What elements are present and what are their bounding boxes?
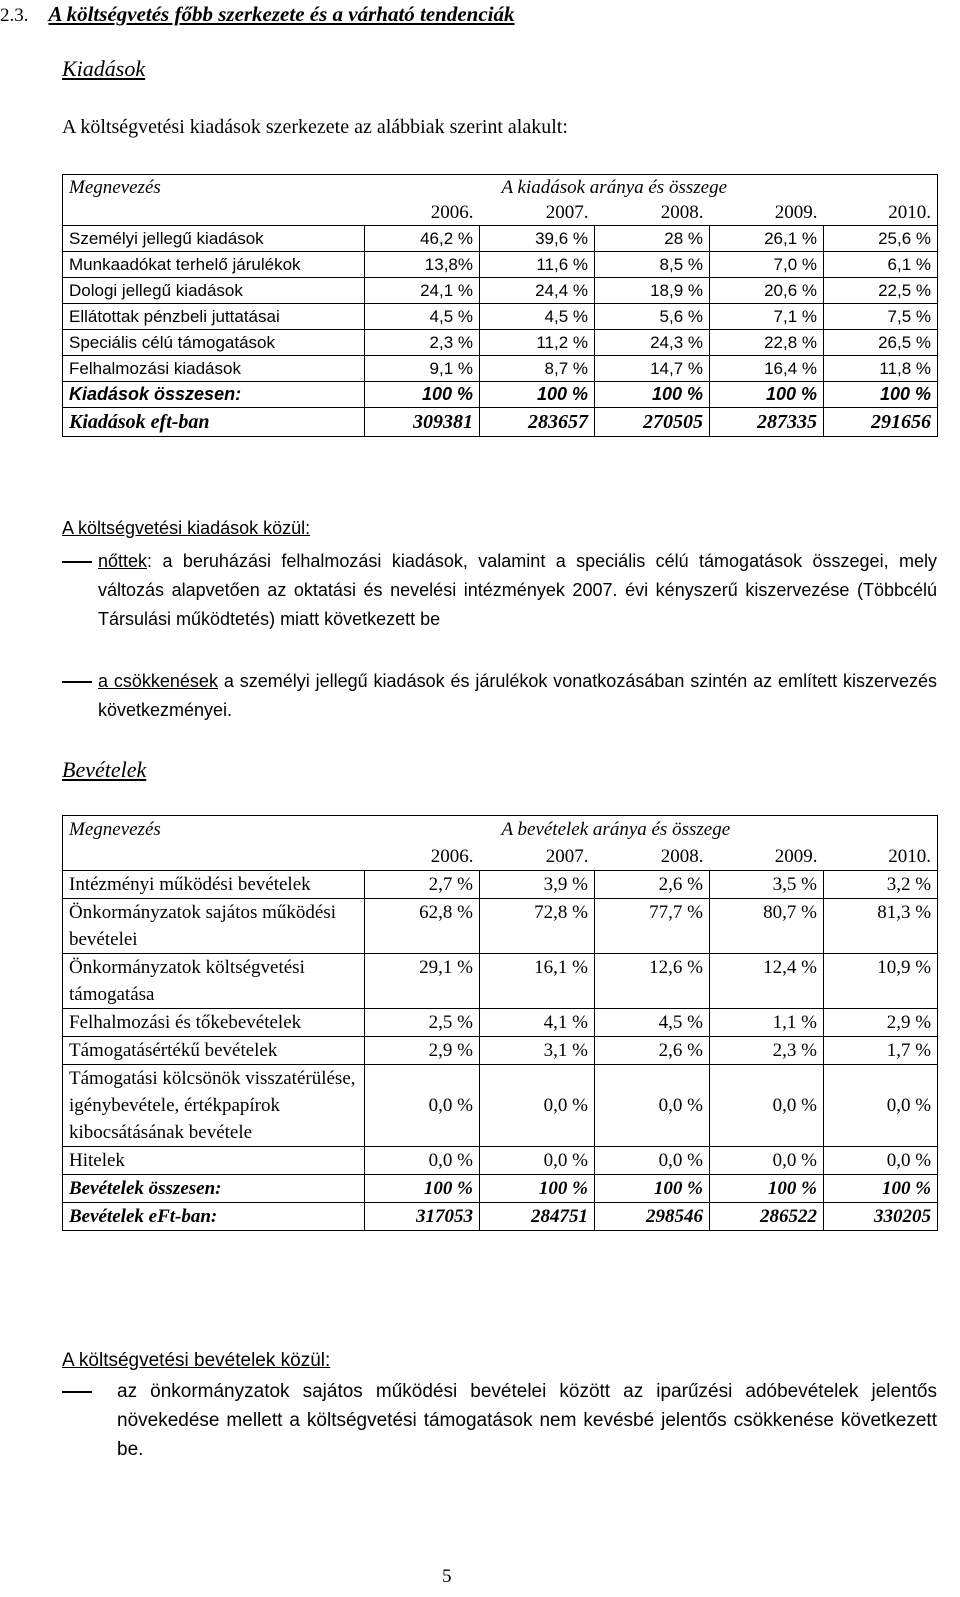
cell-value: 18,9 % xyxy=(595,278,710,304)
name-header: Megnevezés xyxy=(63,175,365,201)
revenues-table xyxy=(62,815,938,1231)
bullet-text: a személyi jellegű kiadások és járulékok vonatkozásában szintén az említett kiszervezés következményei. xyxy=(98,671,937,720)
year-2006: 2006. xyxy=(365,843,480,871)
cell-value: 4,1 % xyxy=(480,1009,595,1037)
dash-bullet-icon xyxy=(62,681,92,683)
section-number: 2.3. xyxy=(0,5,29,26)
total-value: 100 % xyxy=(595,382,710,408)
table-row xyxy=(63,252,938,278)
cell-value: 72,8 % xyxy=(480,899,595,954)
row-label: Felhalmozási és tőkebevételek xyxy=(63,1009,365,1037)
cell-value: 16,4 % xyxy=(710,356,824,382)
cell-value: 2,6 % xyxy=(595,871,710,899)
revenues-summary-title-text: A költségvetési bevételek közül: xyxy=(62,1350,331,1371)
expenses-bullet-1 xyxy=(62,547,937,634)
eft-value: 330205 xyxy=(824,1203,938,1231)
cell-value: 12,6 % xyxy=(595,954,710,1009)
cell-value: 26,1 % xyxy=(710,226,824,252)
revenues-bullet-1 xyxy=(62,1377,937,1464)
table-row xyxy=(63,356,938,382)
cell-value: 24,1 % xyxy=(365,278,480,304)
cell-value: 2,7 % xyxy=(365,871,480,899)
year-2006: 2006. xyxy=(365,200,480,226)
cell-value: 2,3 % xyxy=(710,1037,824,1065)
table-row xyxy=(63,1065,938,1147)
eft-value: 286522 xyxy=(710,1203,824,1231)
cell-value: 2,6 % xyxy=(595,1037,710,1065)
cell-value: 5,6 % xyxy=(595,304,710,330)
cell-value: 25,6 % xyxy=(824,226,938,252)
cell-value: 9,1 % xyxy=(365,356,480,382)
table-row xyxy=(63,278,938,304)
row-label: Hitelek xyxy=(63,1147,365,1175)
cell-value: 16,1 % xyxy=(480,954,595,1009)
cell-value: 28 % xyxy=(595,226,710,252)
eft-value: 291656 xyxy=(824,408,938,437)
revenues-summary-title xyxy=(62,1346,330,1375)
cell-value: 7,0 % xyxy=(710,252,824,278)
bullet-text: az önkormányzatok sajátos működési bevételei között az iparűzési adóbevételek jelentős növekedése mellett a költségvetési támogatások nem kevésbé jelentős csökkenése következett be. xyxy=(117,1381,937,1460)
row-label: Személyi jellegű kiadások xyxy=(63,226,365,252)
year-row-blank xyxy=(63,843,365,871)
dash-bullet-icon xyxy=(62,561,92,563)
table-row xyxy=(63,954,938,1009)
cell-value: 8,7 % xyxy=(480,356,595,382)
total-row xyxy=(63,1175,938,1203)
eft-row xyxy=(63,408,938,437)
table-header-row xyxy=(63,816,938,844)
cell-value: 1,1 % xyxy=(710,1009,824,1037)
row-label: Önkormányzatok költségvetési támogatása xyxy=(63,954,365,1009)
bullet-lead: nőttek xyxy=(98,551,148,571)
eft-value: 309381 xyxy=(365,408,480,437)
cell-value: 14,7 % xyxy=(595,356,710,382)
total-value: 100 % xyxy=(480,1175,595,1203)
cell-value: 39,6 % xyxy=(480,226,595,252)
cell-value: 29,1 % xyxy=(365,954,480,1009)
cell-value: 77,7 % xyxy=(595,899,710,954)
cell-value: 4,5 % xyxy=(480,304,595,330)
year-row xyxy=(63,843,938,871)
cell-value: 11,2 % xyxy=(480,330,595,356)
dash-bullet-icon xyxy=(62,1391,92,1393)
cell-value: 0,0 % xyxy=(710,1065,824,1147)
row-label: Dologi jellegű kiadások xyxy=(63,278,365,304)
row-label: Felhalmozási kiadások xyxy=(63,356,365,382)
cell-value: 2,3 % xyxy=(365,330,480,356)
total-value: 100 % xyxy=(824,382,938,408)
row-label: Támogatásértékű bevételek xyxy=(63,1037,365,1065)
cell-value: 7,1 % xyxy=(710,304,824,330)
cell-value: 1,7 % xyxy=(824,1037,938,1065)
year-row-blank xyxy=(63,200,365,226)
cell-value: 46,2 % xyxy=(365,226,480,252)
cell-value: 0,0 % xyxy=(595,1147,710,1175)
row-label: Munkaadókat terhelő járulékok xyxy=(63,252,365,278)
cell-value: 7,5 % xyxy=(824,304,938,330)
cell-value: 12,4 % xyxy=(710,954,824,1009)
cell-value: 26,5 % xyxy=(824,330,938,356)
page-number: 5 xyxy=(442,1566,452,1587)
table-row xyxy=(63,1009,938,1037)
cell-value: 22,5 % xyxy=(824,278,938,304)
cell-value: 24,4 % xyxy=(480,278,595,304)
year-2010: 2010. xyxy=(824,843,938,871)
cell-value: 3,1 % xyxy=(480,1037,595,1065)
eft-label: Kiadások eft-ban xyxy=(63,408,365,437)
cell-value: 3,2 % xyxy=(824,871,938,899)
total-value: 100 % xyxy=(710,1175,824,1203)
year-2010: 2010. xyxy=(824,200,938,226)
row-label: Intézményi működési bevételek xyxy=(63,871,365,899)
year-2007: 2007. xyxy=(480,843,595,871)
table-row xyxy=(63,226,938,252)
row-label: Támogatási kölcsönök visszatérülése, igénybevétele, értékpapírok kibocsátásának bevétele xyxy=(63,1065,365,1147)
eft-value: 317053 xyxy=(365,1203,480,1231)
cell-value: 22,8 % xyxy=(710,330,824,356)
expenses-summary-title-text: A költségvetési kiadások közül: xyxy=(62,518,311,538)
total-row xyxy=(63,382,938,408)
cell-value: 2,5 % xyxy=(365,1009,480,1037)
name-header: Megnevezés xyxy=(63,816,365,844)
table-row xyxy=(63,304,938,330)
row-label: Ellátottak pénzbeli juttatásai xyxy=(63,304,365,330)
eft-value: 298546 xyxy=(595,1203,710,1231)
cell-value: 2,9 % xyxy=(824,1009,938,1037)
cell-value: 11,8 % xyxy=(824,356,938,382)
total-value: 100 % xyxy=(480,382,595,408)
expenses-intro: A költségvetési kiadások szerkezete az alábbiak szerint alakult: xyxy=(62,116,568,138)
bullet-text: : a beruházási felhalmozási kiadások, valamint a speciális célú támogatások összegei, mely változás alapvetően az oktatási és nevelési intézmények 2007. évi kényszerű kiszervezése (Többcélú Társulási működtetés) miatt következett be xyxy=(98,551,937,629)
section-heading xyxy=(0,2,515,27)
table-row xyxy=(63,871,938,899)
table-row xyxy=(63,899,938,954)
year-2008: 2008. xyxy=(595,200,710,226)
cell-value: 3,5 % xyxy=(710,871,824,899)
table-row xyxy=(63,1037,938,1065)
revenues-title: Bevételek xyxy=(62,757,147,782)
eft-row xyxy=(63,1203,938,1231)
total-value: 100 % xyxy=(710,382,824,408)
expenses-summary-title xyxy=(62,514,310,543)
cell-value: 8,5 % xyxy=(595,252,710,278)
eft-value: 287335 xyxy=(710,408,824,437)
cell-value: 11,6 % xyxy=(480,252,595,278)
total-label: Bevételek összesen: xyxy=(63,1175,365,1203)
section-title: A költségvetés főbb szerkezete és a várható tendenciák xyxy=(48,2,515,26)
bullet-lead: a csökkenések xyxy=(98,671,218,691)
expenses-title: Kiadások xyxy=(62,56,146,81)
cell-value: 24,3 % xyxy=(595,330,710,356)
total-value: 100 % xyxy=(365,382,480,408)
cell-value: 0,0 % xyxy=(595,1065,710,1147)
cell-value: 62,8 % xyxy=(365,899,480,954)
cell-value: 0,0 % xyxy=(480,1065,595,1147)
expenses-table xyxy=(62,174,938,437)
cell-value: 0,0 % xyxy=(365,1065,480,1147)
cell-value: 0,0 % xyxy=(824,1147,938,1175)
cell-value: 81,3 % xyxy=(824,899,938,954)
total-value: 100 % xyxy=(365,1175,480,1203)
table-row xyxy=(63,1147,938,1175)
cell-value: 80,7 % xyxy=(710,899,824,954)
year-2008: 2008. xyxy=(595,843,710,871)
table-header-row xyxy=(63,175,938,201)
group-header: A kiadások aránya és összege xyxy=(365,175,938,201)
cell-value: 10,9 % xyxy=(824,954,938,1009)
eft-value: 270505 xyxy=(595,408,710,437)
cell-value: 0,0 % xyxy=(824,1065,938,1147)
year-2007: 2007. xyxy=(480,200,595,226)
table-row xyxy=(63,330,938,356)
cell-value: 2,9 % xyxy=(365,1037,480,1065)
row-label: Speciális célú támogatások xyxy=(63,330,365,356)
row-label: Önkormányzatok sajátos működési bevételei xyxy=(63,899,365,954)
total-label: Kiadások összesen: xyxy=(63,382,365,408)
total-value: 100 % xyxy=(824,1175,938,1203)
year-2009: 2009. xyxy=(710,843,824,871)
cell-value: 3,9 % xyxy=(480,871,595,899)
eft-value: 284751 xyxy=(480,1203,595,1231)
cell-value: 4,5 % xyxy=(365,304,480,330)
eft-label: Bevételek eFt-ban: xyxy=(63,1203,365,1231)
cell-value: 13,8% xyxy=(365,252,480,278)
group-header: A bevételek aránya és összege xyxy=(365,816,938,844)
year-2009: 2009. xyxy=(710,200,824,226)
cell-value: 0,0 % xyxy=(365,1147,480,1175)
total-value: 100 % xyxy=(595,1175,710,1203)
cell-value: 4,5 % xyxy=(595,1009,710,1037)
cell-value: 0,0 % xyxy=(710,1147,824,1175)
cell-value: 6,1 % xyxy=(824,252,938,278)
cell-value: 0,0 % xyxy=(480,1147,595,1175)
expenses-bullet-2 xyxy=(62,667,937,725)
eft-value: 283657 xyxy=(480,408,595,437)
year-row xyxy=(63,200,938,226)
cell-value: 20,6 % xyxy=(710,278,824,304)
